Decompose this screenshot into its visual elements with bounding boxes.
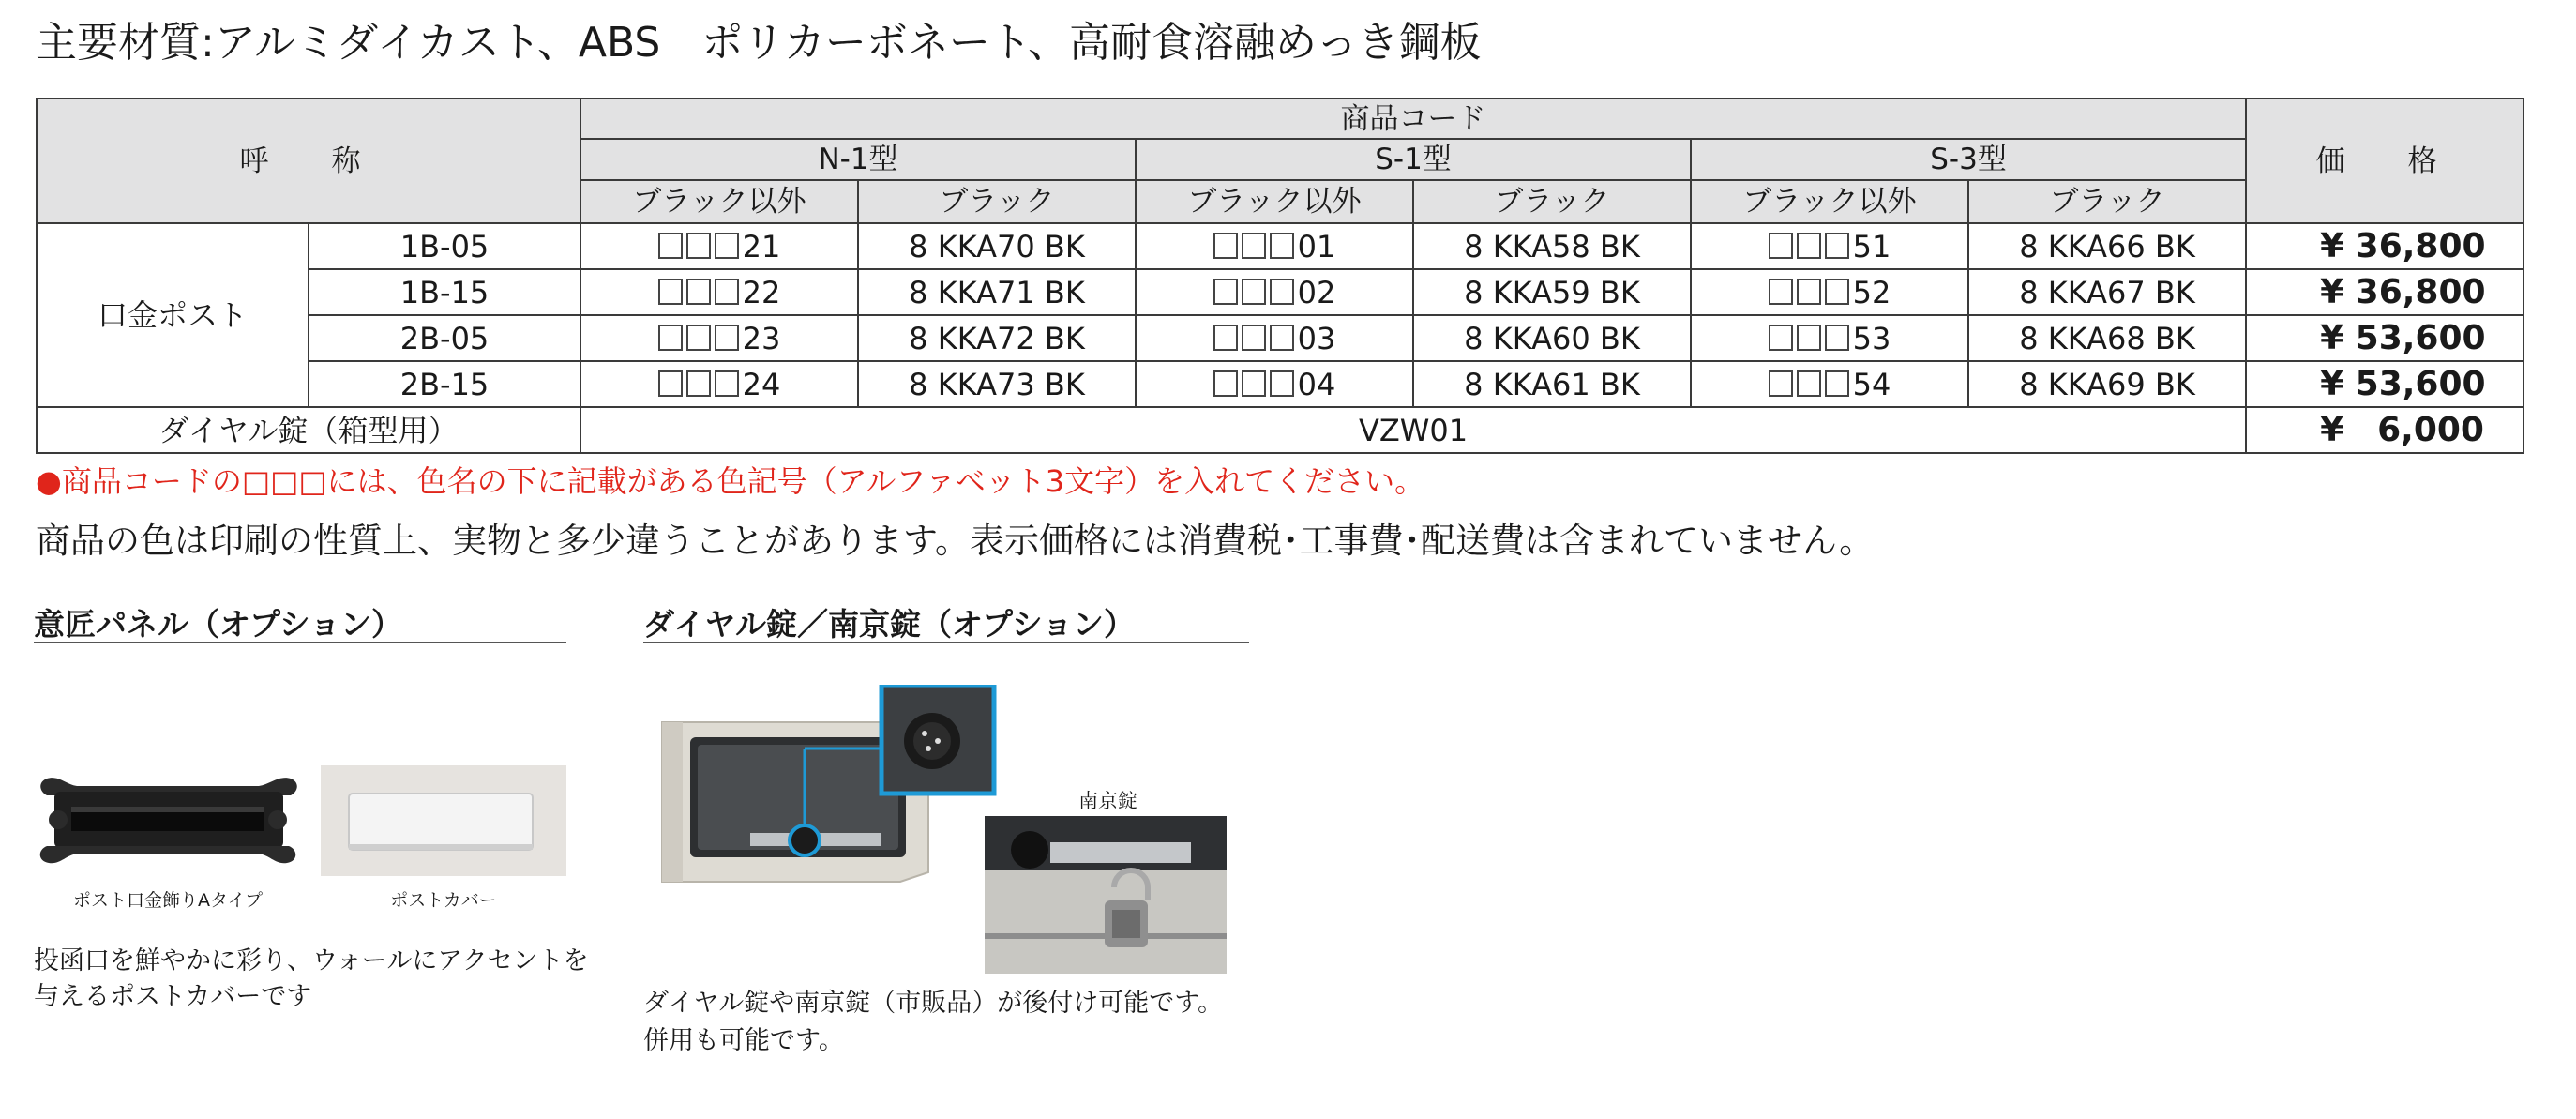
code-cell: 24 xyxy=(580,361,858,407)
code-cell: 02 xyxy=(1136,269,1413,315)
code-cell: 01 xyxy=(1136,223,1413,269)
panel-section-underline xyxy=(34,642,566,643)
materials-text: 主要材質:アルミダイカスト、ABS ポリカーボネート、高耐食溶融めっき鋼板 xyxy=(36,19,1482,67)
code-cell: 51 xyxy=(1691,223,1968,269)
header-variant-other: ブラック以外 xyxy=(1691,180,1968,223)
price-cell: ¥ 36,800 xyxy=(2246,223,2523,269)
price-cell: ¥ 53,600 xyxy=(2246,361,2523,407)
price-cell: ¥ 6,000 xyxy=(2246,407,2523,453)
code-cell: 8 KKA70 BK xyxy=(858,223,1136,269)
lock-desc-line1: ダイヤル錠や南京錠（市販品）が後付け可能です。 xyxy=(643,989,1224,1018)
price-cell: ¥ 36,800 xyxy=(2246,269,2523,315)
padlock-label: 南京錠 xyxy=(1078,790,1137,812)
header-price: 価 格 xyxy=(2246,98,2523,223)
caption-cover: ポストカバー xyxy=(390,890,497,911)
header-product-code: 商品コード xyxy=(580,98,2246,139)
lock-illustration xyxy=(656,685,1238,975)
code-cell: 23 xyxy=(580,315,858,361)
table-row xyxy=(37,223,2523,269)
group-label: 口金ポスト xyxy=(37,223,309,407)
row-name: 1B-05 xyxy=(309,223,580,269)
header-name: 呼 称 xyxy=(37,98,580,223)
header-type-s3: S-3型 xyxy=(1691,139,2246,180)
code-cell: 8 KKA67 BK xyxy=(1968,269,2246,315)
code-cell: 8 KKA60 BK xyxy=(1413,315,1691,361)
code-cell: 8 KKA68 BK xyxy=(1968,315,2246,361)
row-name: 2B-05 xyxy=(309,315,580,361)
panel-section-title: 意匠パネル（オプション） xyxy=(34,606,403,643)
code-cell: 8 KKA59 BK xyxy=(1413,269,1691,315)
caption-ornament: ポスト口金飾りAタイプ xyxy=(72,890,264,911)
lock-desc-line2: 併用も可能です。 xyxy=(643,1026,844,1055)
header-type-n1: N-1型 xyxy=(580,139,1136,180)
table-row xyxy=(37,269,2523,315)
note-disclaimer: 商品の色は印刷の性質上、実物と多少違うことがあります。表示価格には消費税･工事費･配送費は含まれていません。 xyxy=(36,521,1875,561)
code-cell: 03 xyxy=(1136,315,1413,361)
lock-section-underline xyxy=(643,642,1249,643)
header-variant-black: ブラック xyxy=(858,180,1136,223)
code-cell: 8 KKA71 BK xyxy=(858,269,1136,315)
code-cell: 8 KKA66 BK xyxy=(1968,223,2246,269)
panel-desc-line2: 与えるポストカバーです xyxy=(34,982,312,1011)
header-variant-black: ブラック xyxy=(1968,180,2246,223)
price-cell: ¥ 53,600 xyxy=(2246,315,2523,361)
code-cell: 8 KKA72 BK xyxy=(858,315,1136,361)
post-cover-image xyxy=(321,765,566,876)
post-ornament-image xyxy=(34,769,302,872)
table-row xyxy=(37,315,2523,361)
code-cell: 54 xyxy=(1691,361,1968,407)
table-row xyxy=(37,361,2523,407)
product-table xyxy=(36,98,2524,454)
code-cell: 04 xyxy=(1136,361,1413,407)
table-row-dial-lock xyxy=(37,407,2523,453)
panel-desc-line1: 投函口を鮮やかに彩り、ウォールにアクセントを xyxy=(34,946,589,975)
dial-lock-code: VZW01 xyxy=(580,407,2246,453)
code-cell: 22 xyxy=(580,269,858,315)
code-cell: 52 xyxy=(1691,269,1968,315)
header-variant-other: ブラック以外 xyxy=(1136,180,1413,223)
lock-section-title: ダイヤル錠／南京錠（オプション） xyxy=(643,606,1136,643)
row-name: 2B-15 xyxy=(309,361,580,407)
dial-lock-name: ダイヤル錠（箱型用） xyxy=(37,407,580,453)
code-cell: 53 xyxy=(1691,315,1968,361)
header-variant-other: ブラック以外 xyxy=(580,180,858,223)
row-name: 1B-15 xyxy=(309,269,580,315)
header-variant-black: ブラック xyxy=(1413,180,1691,223)
note-color-code: ●商品コードの□□□には、色名の下に記載がある色記号（アルファベット3文字）を入れてください。 xyxy=(36,463,1425,499)
code-cell: 21 xyxy=(580,223,858,269)
code-cell: 8 KKA61 BK xyxy=(1413,361,1691,407)
header-type-s1: S-1型 xyxy=(1136,139,1691,180)
code-cell: 8 KKA69 BK xyxy=(1968,361,2246,407)
code-cell: 8 KKA58 BK xyxy=(1413,223,1691,269)
code-cell: 8 KKA73 BK xyxy=(858,361,1136,407)
